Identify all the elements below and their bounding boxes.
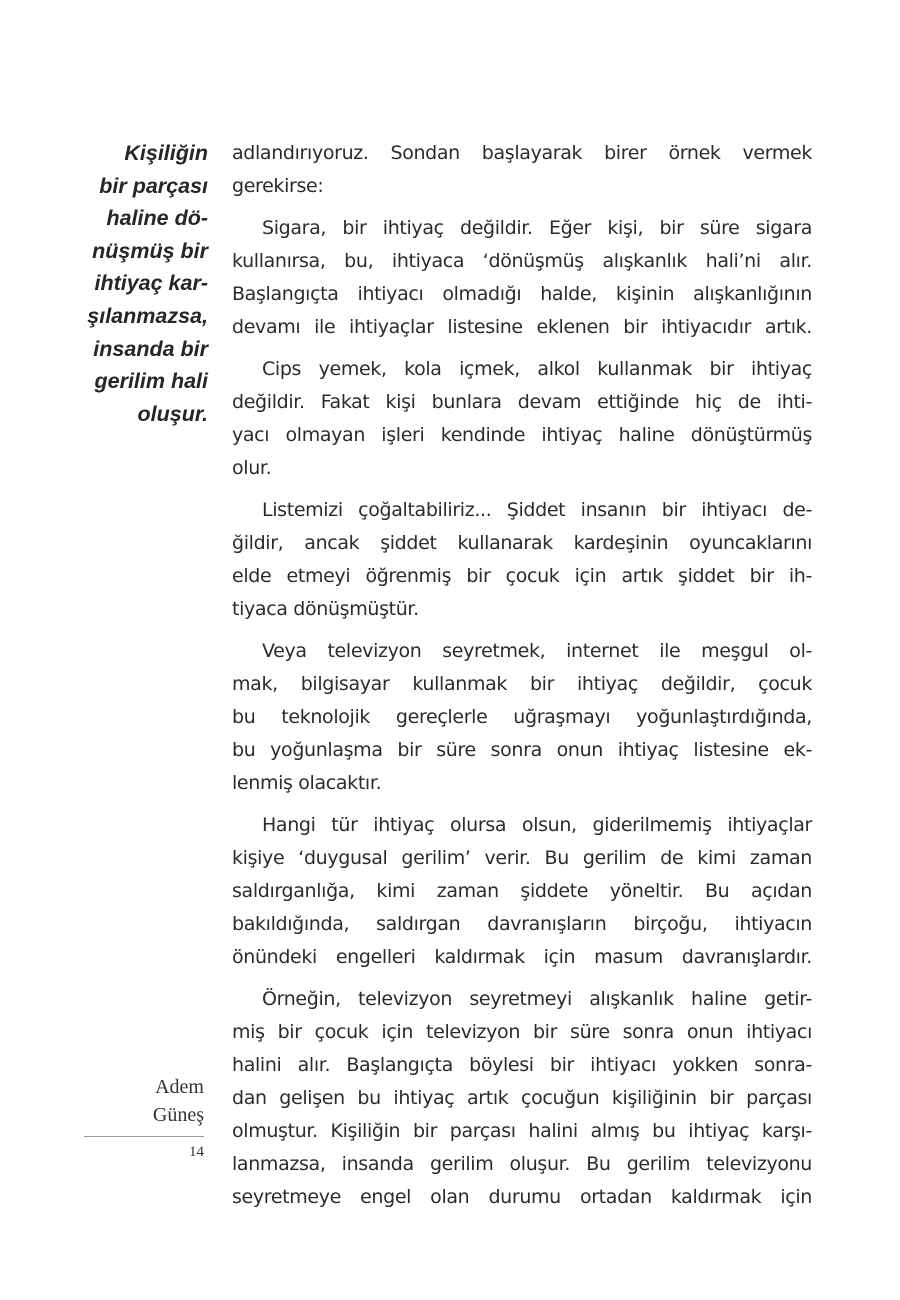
paragraph: [232, 353, 812, 485]
pull-quote-line: Kişiliğin: [124, 141, 208, 165]
text-line: Veya televizyon seyretmek, internet ile meşgul ol-: [262, 640, 812, 662]
pull-quote-line: şılanmazsa,: [87, 303, 208, 328]
pull-quote-line: ihtiyaç kar-: [94, 271, 208, 296]
pull-quote-line: gerilim hali: [94, 369, 208, 394]
text-line: Listemizi çoğaltabiliriz... Şiddet insanın bir ihtiyacı de-: [262, 499, 812, 521]
text-line: seyretmeye engel olan durumu ortadan kaldırmak için: [232, 1186, 812, 1208]
paragraph: [232, 809, 812, 974]
text-line: devamı ile ihtiyaçlar listesine eklenen bir ihtiyacıdır artık.: [232, 316, 812, 338]
text-line: ğildir, ancak şiddet kullanarak kardeşinin oyuncaklarını: [232, 532, 812, 554]
paragraph: [232, 137, 812, 203]
text-line: önündeki engelleri kaldırmak için masum davranışlardır.: [232, 946, 812, 968]
pull-quote-line: nüşmüş bir: [92, 238, 208, 263]
text-line: Başlangıçta ihtiyacı olmadığı halde, kişinin alışkanlığının: [232, 283, 812, 305]
text-line: Sigara, bir ihtiyaç değildir. Eğer kişi, bir süre sigara: [262, 217, 812, 239]
pull-quote-line: oluşur.: [137, 401, 208, 426]
paragraph: [232, 494, 812, 626]
text-line: kullanırsa, bu, ihtiyaca ‘dönüşmüş alışkanlık hali’ni alır.: [232, 250, 812, 272]
pull-quote-line: haline dö-: [106, 206, 208, 231]
pull-quote-line: insanda bir: [93, 336, 208, 361]
text-line: Cips yemek, kola içmek, alkol kullanmak bir ihtiyaç: [262, 358, 812, 380]
text-line: bakıldığında, saldırgan davranışların birçoğu, ihtiyacın: [232, 913, 812, 935]
text-line: Hangi tür ihtiyaç olursa olsun, giderilmemiş ihtiyaçlar: [262, 814, 812, 836]
text-line: bu teknolojik gereçlerle uğraşmayı yoğunlaştırdığında,: [232, 706, 812, 728]
text-line: olmuştur. Kişiliğin bir parçası halini almış bu ihtiyaç karşı-: [232, 1120, 812, 1142]
text-line: saldırganlığa, kimi zaman şiddete yöneltir. Bu açıdan: [232, 880, 812, 902]
text-line: lenmiş olacaktır.: [232, 772, 382, 794]
text-line: mak, bilgisayar kullanmak bir ihtiyaç değildir, çocuk: [232, 673, 812, 695]
text-line: kişiye ‘duygusal gerilim’ verir. Bu gerilim de kimi zaman: [232, 847, 812, 869]
paragraph: [232, 983, 812, 1214]
author-last-name: Güneş: [152, 1104, 204, 1126]
text-line: Örneğin, televizyon seyretmeyi alışkanlık haline getir-: [262, 988, 812, 1010]
text-line: bu yoğunlaşma bir süre sonra onun ihtiyaç listesine ek-: [232, 739, 812, 761]
paragraph: [232, 635, 812, 800]
paragraph: [232, 212, 812, 344]
text-line: tiyaca dönüşmüştür.: [232, 598, 419, 620]
author-name: [82, 1073, 204, 1129]
pull-quote-line: bir parçası: [99, 173, 208, 198]
body-text: [232, 137, 812, 1214]
author-first-name: Adem: [155, 1076, 204, 1098]
text-line: miş bir çocuk için televizyon bir süre sonra onun ihtiyacı: [232, 1021, 812, 1043]
pull-quote: [60, 137, 208, 430]
footer-divider: [84, 1136, 204, 1137]
text-line: gerekirse:: [232, 175, 324, 197]
text-line: değildir. Fakat kişi bunlara devam ettiğinde hiç de ihti-: [232, 391, 812, 413]
text-line: adlandırıyoruz. Sondan başlayarak birer örnek vermek: [232, 142, 812, 164]
text-line: yacı olmayan işleri kendinde ihtiyaç haline dönüştürmüş: [232, 424, 812, 446]
text-line: dan gelişen bu ihtiyaç artık çocuğun kişiliğinin bir parçası: [232, 1087, 812, 1109]
page-number: 14: [189, 1144, 204, 1160]
text-line: halini alır. Başlangıçta böylesi bir ihtiyacı yokken sonra-: [232, 1054, 812, 1076]
text-line: elde etmeyi öğrenmiş bir çocuk için artık şiddet bir ih-: [232, 565, 812, 587]
text-line: lanmazsa, insanda gerilim oluşur. Bu gerilim televizyonu: [232, 1153, 812, 1175]
text-line: olur.: [232, 457, 272, 479]
